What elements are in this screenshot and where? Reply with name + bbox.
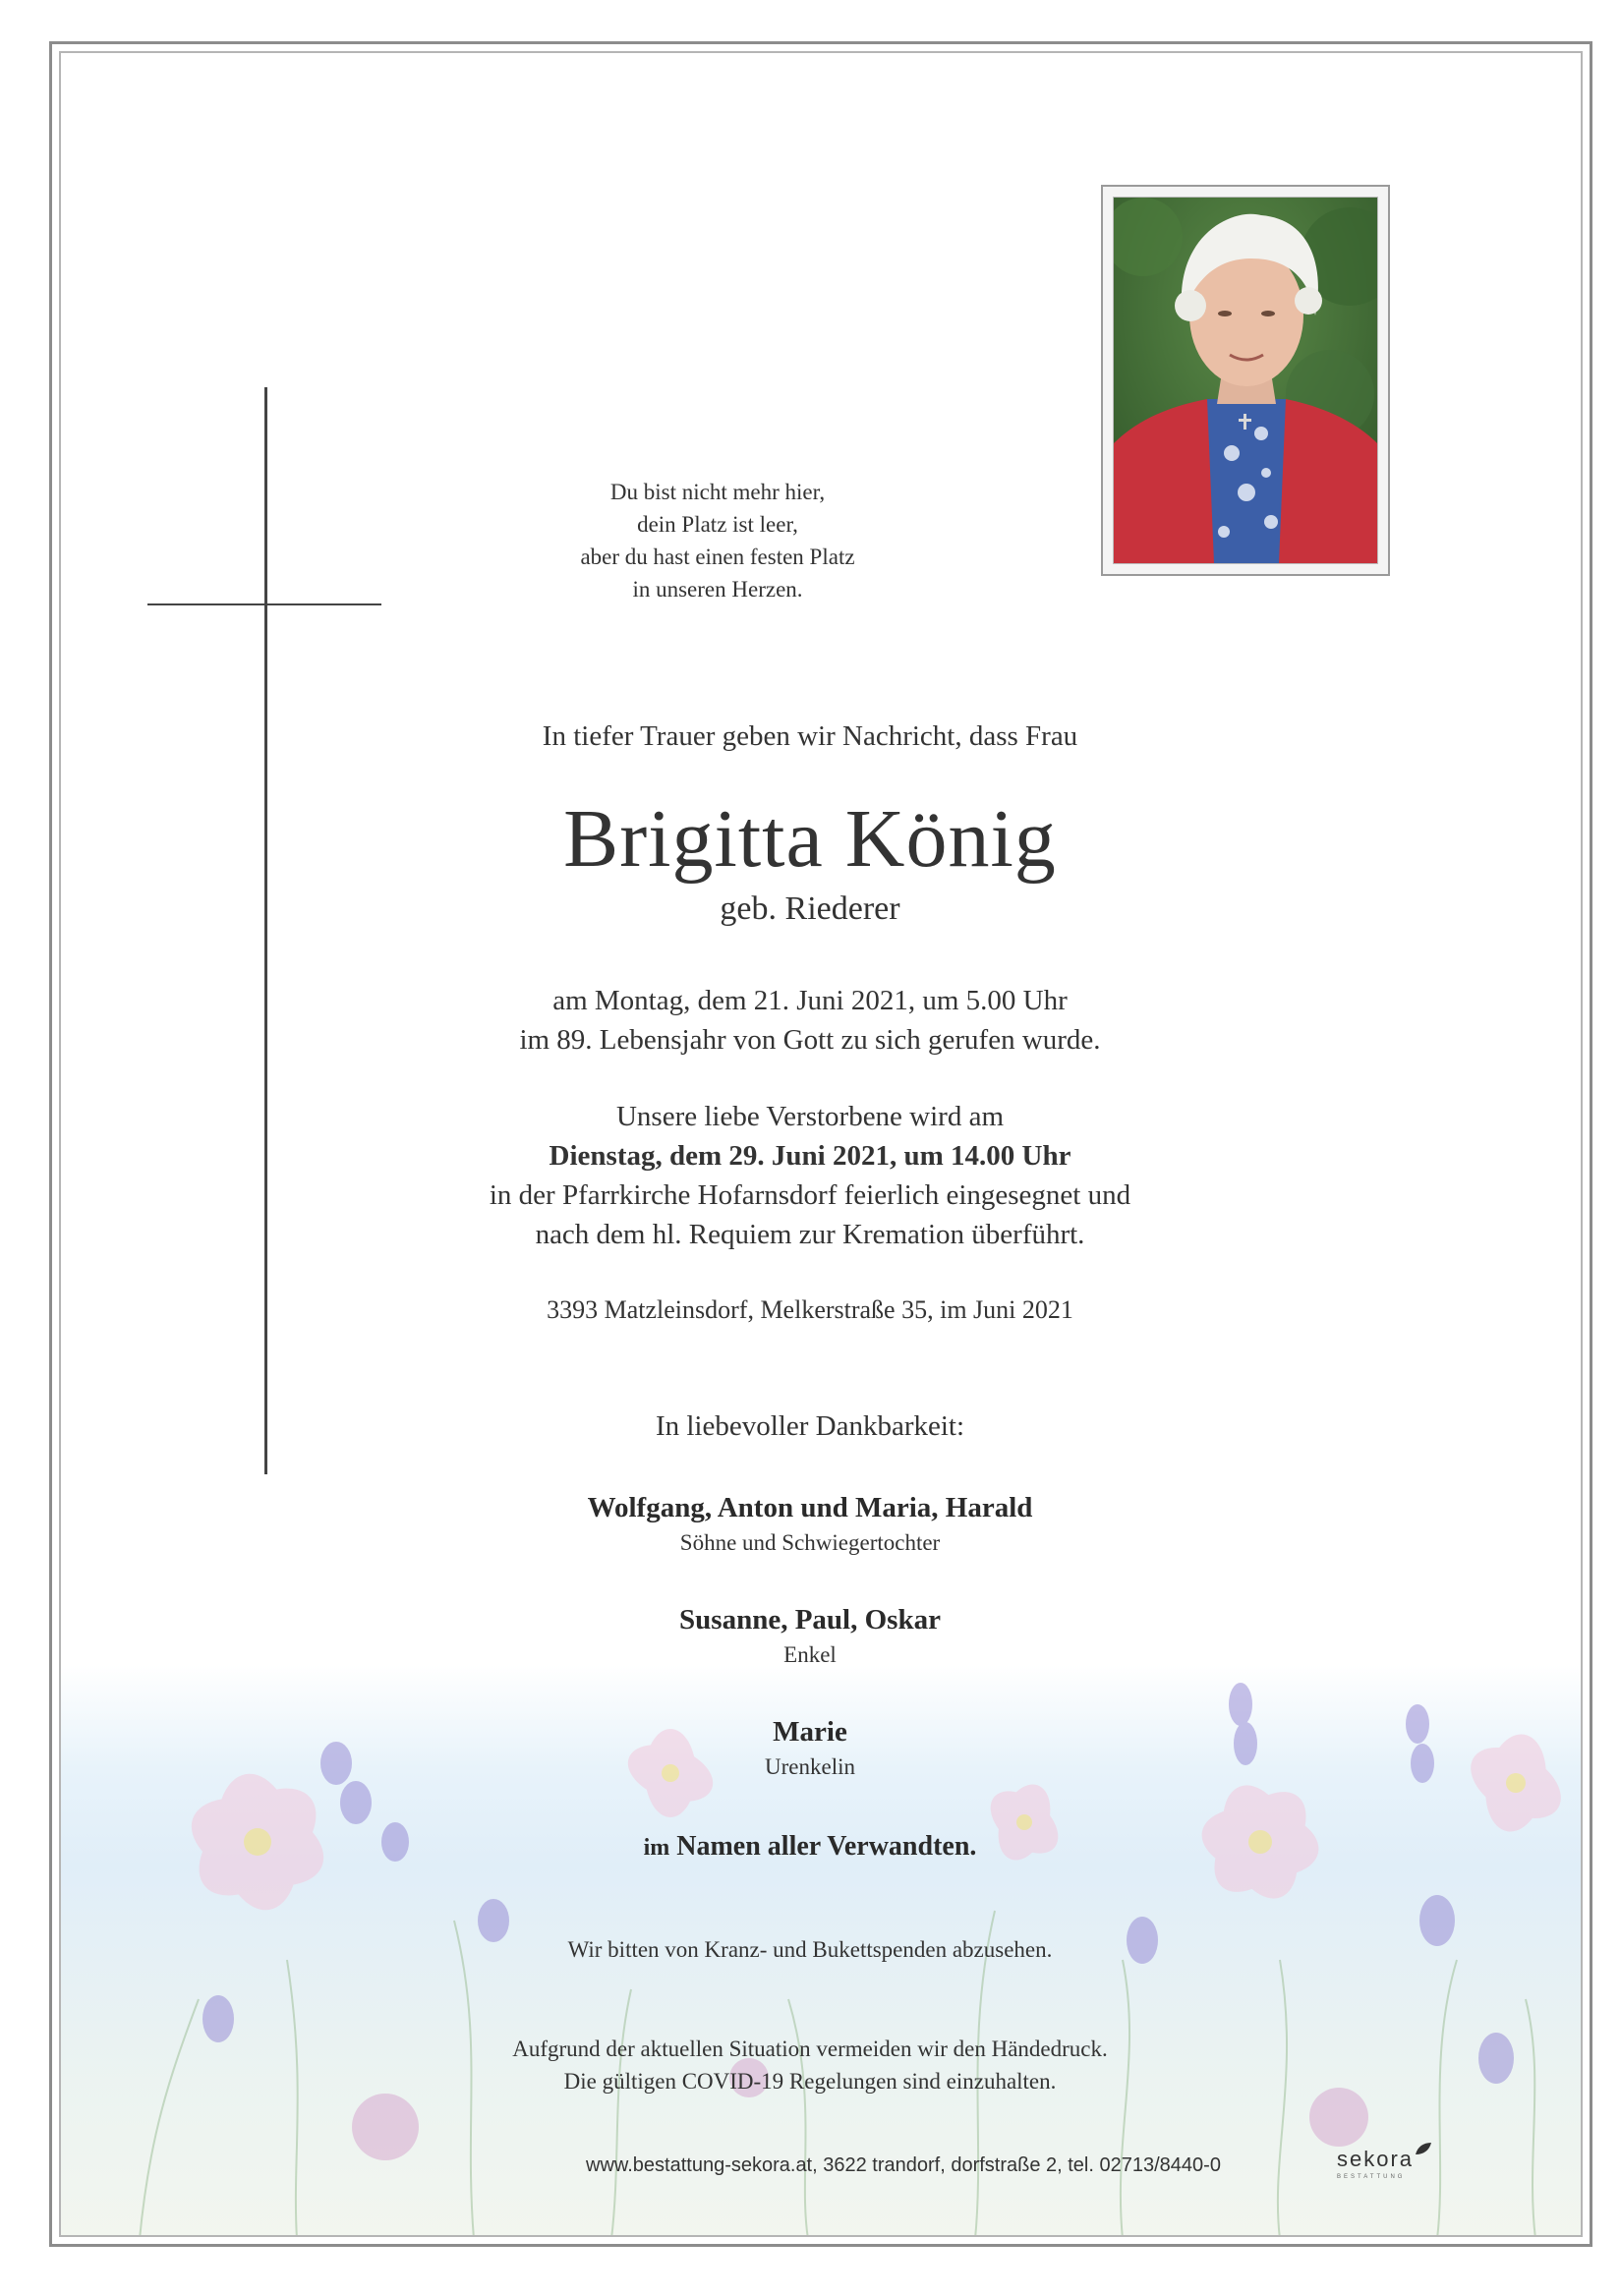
verse-line: Du bist nicht mehr hier, bbox=[609, 480, 826, 504]
address-line: 3393 Matzleinsdorf, Melkerstraße 35, im Juni 2021 bbox=[547, 1295, 1073, 1324]
covid-note bbox=[0, 2033, 1620, 2097]
footer-contact: www.bestattung-sekora.at, 3622 trandorf, dorfstraße 2, tel. 02713/8440-0 bbox=[586, 2154, 1221, 2176]
death-age-line: im 89. Lebensjahr von Gott zu sich gerufen wurde. bbox=[519, 1024, 1101, 1056]
thanks-heading: In liebevoller Dankbarkeit: bbox=[655, 1410, 965, 1442]
deceased-name: Brigitta König bbox=[563, 793, 1057, 885]
portrait-frame bbox=[1101, 185, 1390, 576]
funeral-date-line: Dienstag, dem 29. Juni 2021, um 14.00 Uhr bbox=[549, 1140, 1071, 1172]
verse-line: aber du hast einen festen Platz bbox=[580, 545, 855, 569]
mourner-names: Susanne, Paul, Oskar bbox=[679, 1604, 941, 1636]
logo-subtitle: BESTATTUNG bbox=[1337, 2174, 1406, 2180]
funeral-intro-line: Unsere liebe Verstorbene wird am bbox=[615, 1101, 1005, 1132]
death-details bbox=[0, 981, 1620, 1060]
mourner-role: Urenkelin bbox=[765, 1754, 855, 1779]
verse-line: in unseren Herzen. bbox=[632, 577, 803, 602]
verse-line: dein Platz ist leer, bbox=[637, 512, 798, 537]
maiden-name: geb. Riederer bbox=[720, 890, 900, 927]
mourner-group bbox=[0, 1492, 1620, 1556]
mourner-role: Söhne und Schwiegertochter bbox=[679, 1530, 941, 1555]
death-date-line: am Montag, dem 21. Juni 2021, um 5.00 Uhr bbox=[552, 985, 1068, 1016]
all-relatives-prefix: im bbox=[643, 1835, 670, 1861]
cross-horizontal-bar bbox=[147, 603, 381, 605]
funeral-details bbox=[0, 1097, 1620, 1254]
all-relatives-text: Namen aller Verwandten. bbox=[676, 1831, 977, 1862]
covid-note-line: Aufgrund der aktuellen Situation vermeiden wir den Händedruck. bbox=[512, 2037, 1108, 2061]
all-relatives-line bbox=[0, 1831, 1620, 1863]
mourner-role: Enkel bbox=[783, 1642, 837, 1667]
portrait-illustration bbox=[1114, 198, 1377, 563]
mourner-group bbox=[0, 1604, 1620, 1668]
mourner-names: Marie bbox=[773, 1716, 847, 1748]
funeral-church-line: in der Pfarrkirche Hofarnsdorf feierlich eingesegnet und bbox=[489, 1179, 1131, 1211]
covid-note-line: Die gültigen COVID-19 Regelungen sind einzuhalten. bbox=[563, 2069, 1057, 2094]
funeral-requiem-line: nach dem hl. Requiem zur Kremation überführt. bbox=[535, 1219, 1085, 1250]
mourner-names: Wolfgang, Anton und Maria, Harald bbox=[587, 1492, 1033, 1523]
sekora-logo bbox=[1337, 2147, 1435, 2186]
mourner-group bbox=[0, 1716, 1620, 1780]
memorial-verse bbox=[550, 476, 885, 605]
announcement-text: In tiefer Trauer geben wir Nachricht, dass Frau bbox=[542, 720, 1078, 752]
leaf-icon bbox=[1414, 2141, 1433, 2156]
portrait-photo bbox=[1113, 197, 1378, 564]
wreath-note: Wir bitten von Kranz- und Bukettspenden abzusehen. bbox=[567, 1937, 1053, 1962]
logo-word: sekora bbox=[1337, 2147, 1415, 2171]
